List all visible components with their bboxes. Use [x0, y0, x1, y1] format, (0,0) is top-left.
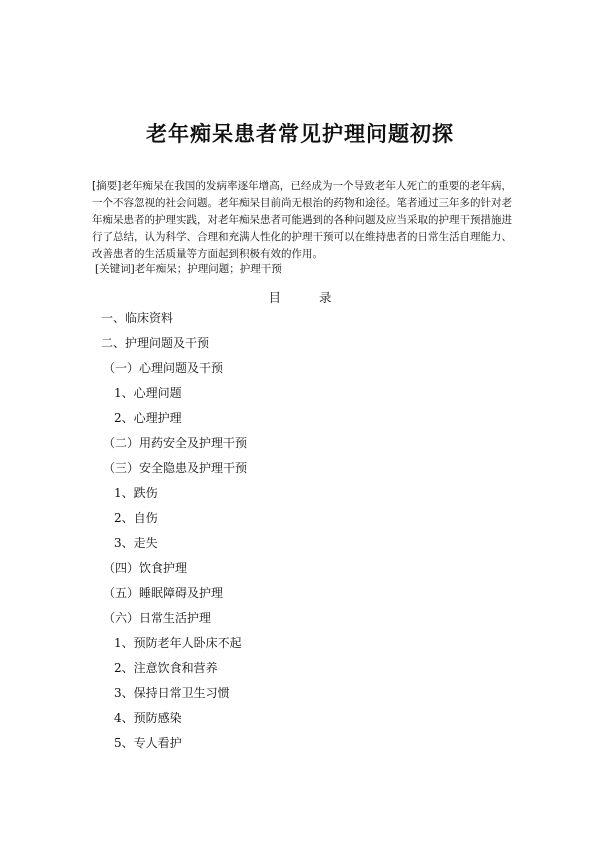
toc-item: （五）睡眠障碍及护理	[103, 586, 224, 600]
toc-item: 3、保持日常卫生习惯	[114, 686, 230, 700]
toc-item: （一）心理问题及干预	[103, 361, 224, 375]
toc-heading: 目 录	[268, 290, 332, 305]
toc-item: （二）用药安全及护理干预	[103, 436, 248, 450]
document-title: 老年痴呆患者常见护理问题初探	[146, 122, 454, 146]
keywords-text: 老年痴呆；护理问题；护理干预	[134, 263, 282, 275]
toc-item: 1、预防老年人卧床不起	[114, 636, 242, 650]
toc-item: 1、心理问题	[114, 386, 182, 400]
keywords-line	[95, 261, 515, 278]
toc-item: （三）安全隐患及护理干预	[103, 461, 248, 475]
toc-item: 4、预防感染	[114, 711, 182, 725]
abstract-section	[92, 178, 512, 263]
toc-item: 3、走失	[114, 536, 158, 550]
toc-item: 2、注意饮食和营养	[114, 661, 218, 675]
toc-item: 二、护理问题及干预	[101, 336, 210, 350]
abstract-text: 老年痴呆在我国的发病率逐年增高，已经成为一个导致老年人死亡的重要的老年病，一个不容忽视的社会问题。老年痴呆目前尚无根治的药物和途径。笔者通过三年多的针对老年痴呆患者的护理实践，对老年痴呆患者可能遇到的各种问题及应当采取的护理干预措施进行了总结，认为科学、合理和充满人性化的护理干预可以在维持患者的日常生活自理能力、改善患者的生活质量等方面起到积极有效的作用。	[92, 180, 512, 260]
keywords-label: [关键词]	[95, 263, 135, 275]
toc-item: （六）日常生活护理	[103, 611, 212, 625]
abstract-label: [摘要]	[92, 180, 122, 192]
abstract-paragraph	[92, 178, 512, 263]
toc-item: （四）饮食护理	[103, 561, 188, 575]
toc-item: 2、心理护理	[114, 411, 182, 425]
toc-item: 5、专人看护	[114, 736, 182, 750]
toc-item: 1、跌伤	[114, 486, 158, 500]
toc-item: 2、自伤	[114, 511, 158, 525]
toc-item: 一、临床资料	[101, 311, 174, 325]
